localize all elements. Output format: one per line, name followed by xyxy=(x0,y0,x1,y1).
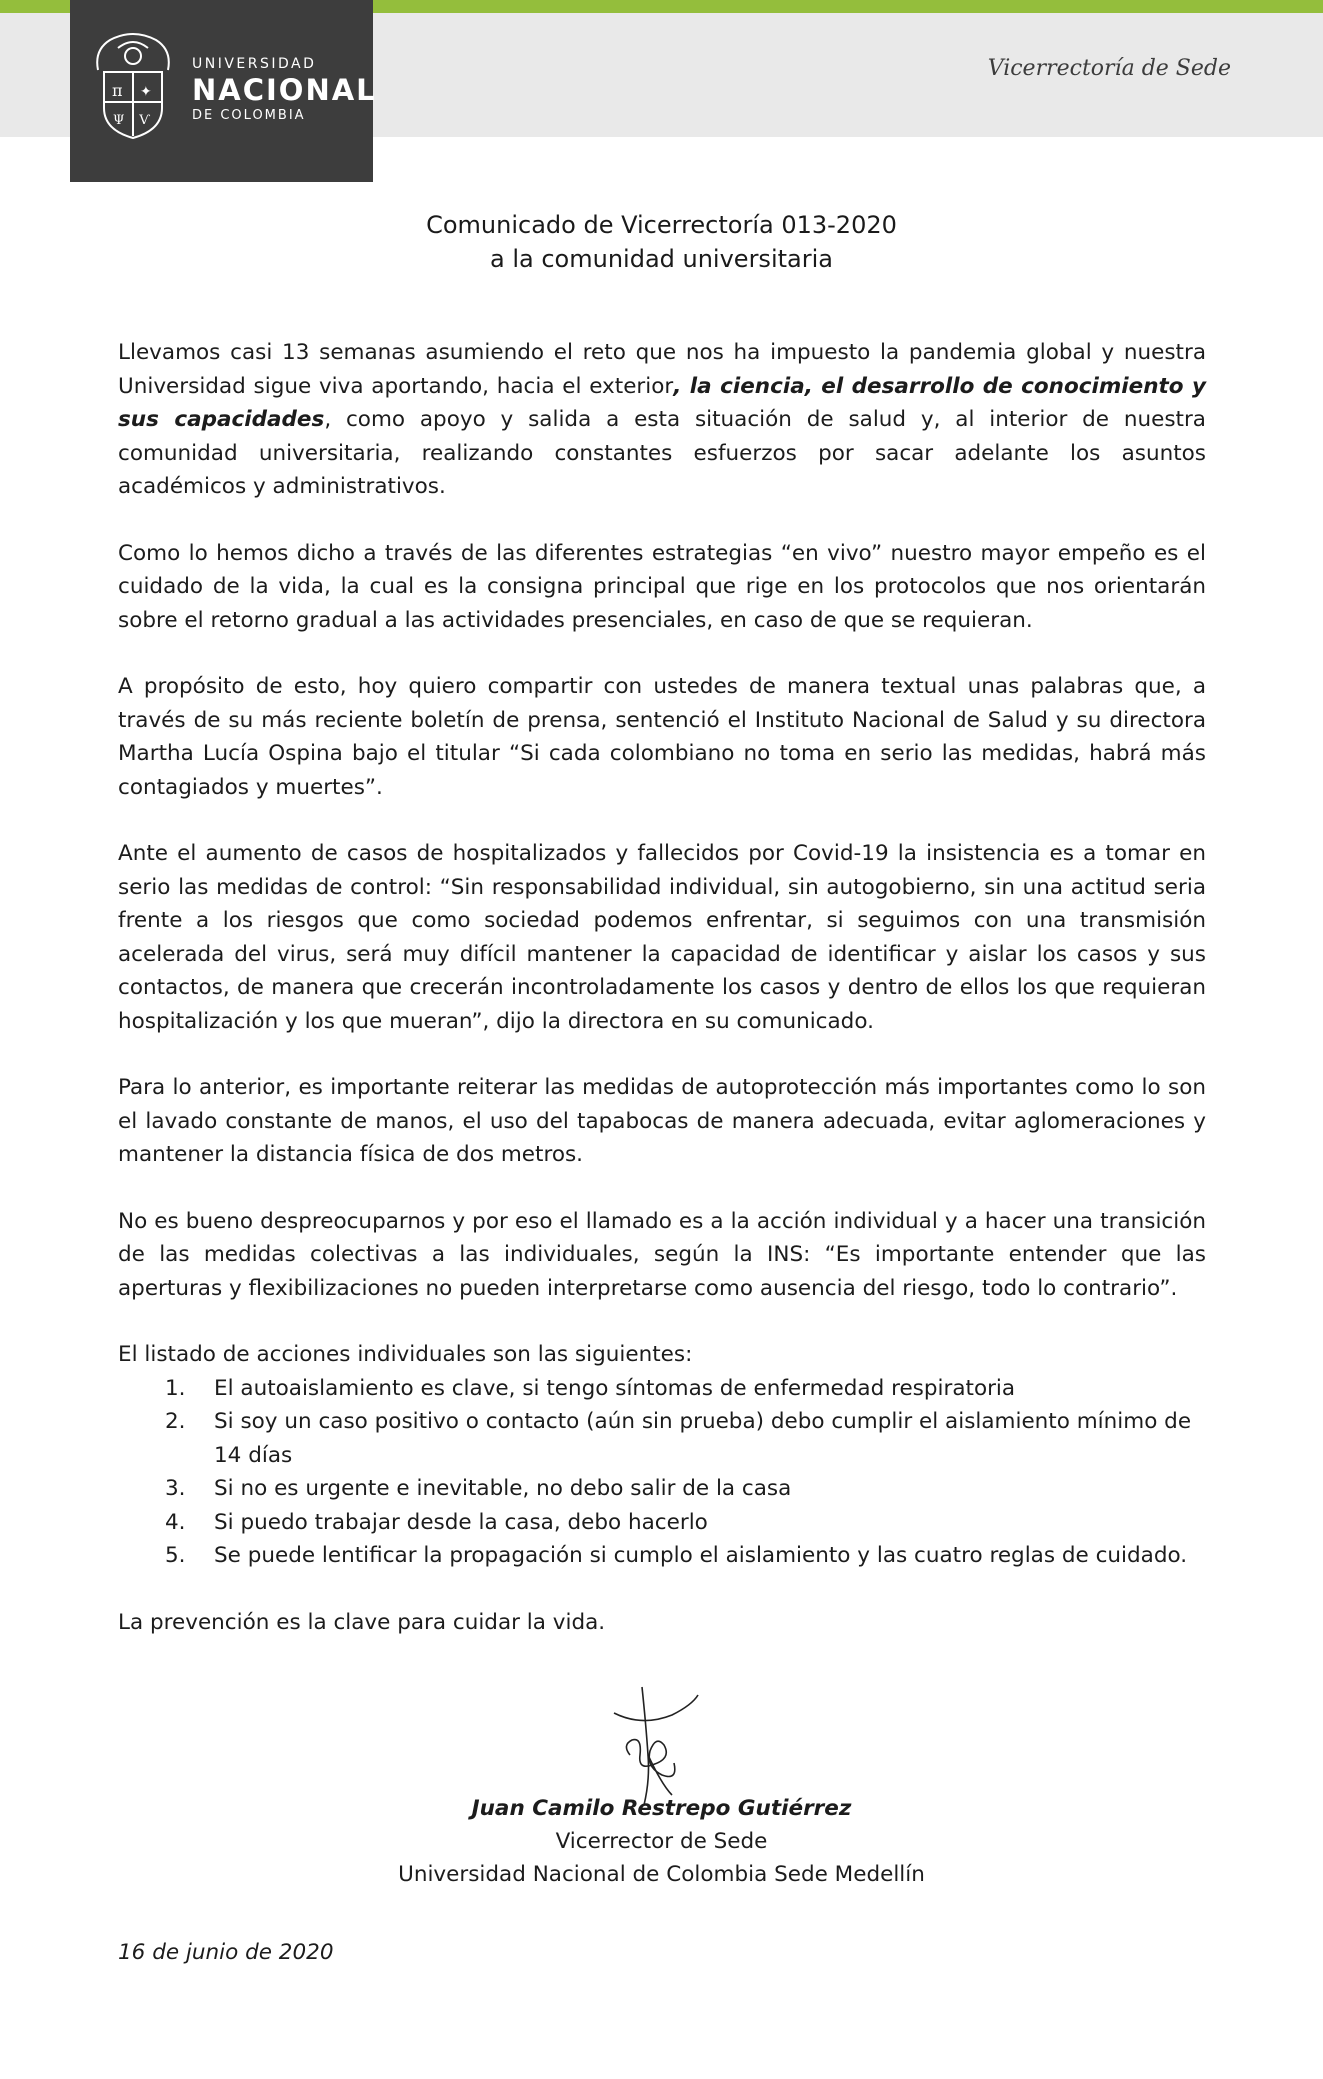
list-number: 5. xyxy=(165,1543,186,1568)
paragraph-1-emphasis: , la ciencia, el desarrollo de conocimiento y sus capacidades xyxy=(118,373,1206,432)
university-line3: DE COLOMBIA xyxy=(192,108,306,123)
office-title: Vicerrectoría de Sede xyxy=(987,56,1231,81)
paragraph-1 xyxy=(118,336,1206,504)
university-logo xyxy=(70,0,377,182)
list-number: 2. xyxy=(165,1409,186,1434)
university-line2: NACIONAL xyxy=(192,73,377,107)
svg-text:Ψ: Ψ xyxy=(113,113,125,128)
list-item xyxy=(118,1539,1206,1573)
list-text: Si soy un caso positivo o contacto (aún sin prueba) debo cumplir el aislamiento mínimo de 14 días xyxy=(214,1409,1192,1468)
document-body xyxy=(118,336,1206,1672)
signature-area xyxy=(0,1685,1323,1805)
svg-text:Ѵ: Ѵ xyxy=(139,113,151,128)
paragraph-2: Como lo hemos dicho a través de las diferentes estrategias “en vivo” nuestro mayor empeño es el cuidado de la vida, la cual es la consigna principal que rige en los protocolos que nos orientarán sobre el retorno gradual a las actividades presenciales, en caso de que se requieran. xyxy=(118,540,1206,633)
svg-text:π: π xyxy=(112,81,123,100)
paragraph-6: No es bueno despreocuparnos y por eso el llamado es a la acción individual y a hacer una transición de las medidas colectivas a las individuales, según la INS: “Es importante entender que las aperturas y flexibilizaciones no pueden interpretarse como ausencia del riesgo, todo lo contrario”. xyxy=(118,1208,1206,1301)
paragraph-1-start: Llevamos casi 13 semanas asumiendo el reto que nos ha impuesto la pandemia global y nuestra Universidad sigue viva aportando, hacia el exterior xyxy=(118,340,1206,399)
list-item xyxy=(118,1372,1206,1406)
list-text: Se puede lentificar la propagación si cumplo el aislamiento y las cuatro reglas de cuidado. xyxy=(214,1543,1188,1568)
closing-line: La prevención es la clave para cuidar la vida. xyxy=(118,1609,606,1635)
paragraph-3: A propósito de esto, hoy quiero compartir con ustedes de manera textual unas palabras que, a través de su más reciente boletín de prensa, sentenció el Instituto Nacional de Salud y su directora Martha Lucía Ospina bajo el titular “Si cada colombiano no toma en serio las medidas, habrá más contagiados y muertes”. xyxy=(118,674,1206,800)
list-text: Si puedo trabajar desde la casa, debo hacerlo xyxy=(214,1509,708,1535)
paragraph-4: Ante el aumento de casos de hospitalizados y fallecidos por Covid-19 la insistencia es a tomar en serio las medidas de control: “Sin responsabilidad individual, sin autogobierno, sin una actitud seria frente a los riesgos que como sociedad podemos enfrentar, si seguimos con una transmisión acelerada del virus, será muy difícil mantener la capacidad de identificar y aislar los casos y sus contactos, de manera que crecerán incontroladamente los casos y dentro de ellos los que requieran hospitalización y los que mueran”, dijo la directora en su comunicado. xyxy=(118,841,1206,1034)
document-title xyxy=(0,208,1323,276)
crest-icon xyxy=(90,30,176,142)
list-number: 3. xyxy=(165,1476,186,1501)
signature-block xyxy=(0,1792,1323,1891)
list-number: 4. xyxy=(165,1509,186,1535)
document-date: 16 de junio de 2020 xyxy=(118,1940,334,1965)
signer-role: Vicerrector de Sede xyxy=(555,1829,768,1854)
list-item xyxy=(118,1506,1206,1540)
list-text: Si no es urgente e inevitable, no debo salir de la casa xyxy=(214,1476,792,1501)
list-item xyxy=(118,1472,1206,1506)
university-line1: UNIVERSIDAD xyxy=(192,56,317,72)
title-line2: a la comunidad universitaria xyxy=(490,245,833,273)
signer-name: Juan Camilo Restrepo Gutiérrez xyxy=(471,1796,852,1821)
university-name xyxy=(192,55,377,125)
list-text: El autoaislamiento es clave, si tengo síntomas de enfermedad respiratoria xyxy=(214,1375,1016,1401)
paragraph-1-end: , como apoyo y salida a esta situación de salud y, al interior de nuestra comunidad universitaria, realizando constantes esfuerzos por sacar adelante los asuntos académicos y administrativos. xyxy=(118,407,1206,499)
paragraph-5: Para lo anterior, es importante reiterar las medidas de autoprotección más importantes como lo son el lavado constante de manos, el uso del tapabocas de manera adecuada, evitar aglomeraciones y mantener la distancia física de dos metros. xyxy=(118,1075,1206,1167)
signer-institution: Universidad Nacional de Colombia Sede Medellín xyxy=(398,1862,925,1887)
actions-list xyxy=(118,1372,1206,1573)
list-number: 1. xyxy=(165,1375,186,1401)
title-line1: Comunicado de Vicerrectoría 013-2020 xyxy=(426,211,897,239)
list-item xyxy=(118,1405,1206,1472)
svg-text:✦: ✦ xyxy=(140,84,152,100)
list-intro: El listado de acciones individuales son las siguientes: xyxy=(118,1342,693,1367)
